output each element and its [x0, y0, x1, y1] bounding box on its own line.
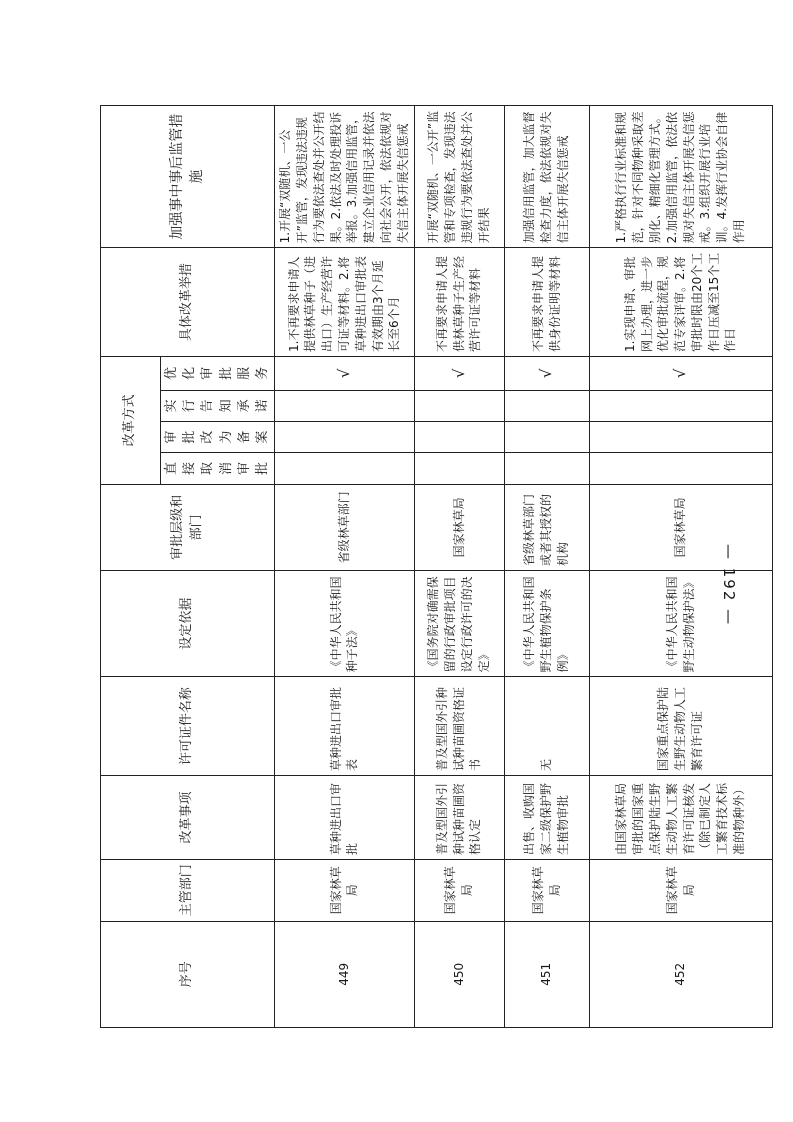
cell-basis: 《中华人民共和国野生植物保护条例》 [504, 570, 589, 676]
cell-license: 普及型国外引种试种苗圃资格证书 [414, 677, 504, 776]
cell-measures: 1.实现申请、审批网上办理，进一步优化审批流程，规范专家评审。2.将审批时限由20个工作日压减至15个工作日 [589, 248, 772, 357]
cell-license: 草种进出口审批表 [275, 677, 414, 776]
cell-method-commitment [504, 390, 589, 421]
cell-license: 国家重点保护陆生野生动物人工繁育许可证 [589, 677, 772, 776]
cell-method-cancel [504, 453, 589, 484]
cell-level: 省级林草部门 [275, 484, 414, 570]
cell-dept: 国家林草局 [504, 859, 589, 921]
cell-measures: 不再要求申请人提供身份证明等材料 [504, 248, 589, 357]
cell-supervision: 加强信用监管，加大监督检查力度，依法依规对失信主体开展失信惩戒 [504, 106, 589, 248]
header-method-cancel: 直接取消审批 [161, 453, 275, 484]
cell-seq: 452 [589, 921, 772, 1027]
header-method-optimize: 优化审批服务 [161, 357, 275, 391]
header-method-group: 改革方式 [101, 357, 161, 485]
header-supervision: 加强事中事后监管措施 [101, 106, 275, 248]
cell-method-cancel [275, 453, 414, 484]
table-row [275, 106, 414, 1028]
cell-supervision: 1.开展“双随机、一公开”监管，发现违法违规行为要依法查处并公开结果。2.依法及时处理投诉举报。3.加强信用监管，建立企业信用记录并依法向社会公开，依法依规对失信主体开展失信惩戒 [275, 106, 414, 248]
header-level: 审批层级和部门 [101, 484, 275, 570]
cell-seq: 450 [414, 921, 504, 1027]
cell-method-cancel [414, 453, 504, 484]
cell-dept: 国家林草局 [414, 859, 504, 921]
check-icon: √ [589, 357, 772, 391]
cell-level: 国家林草局 [414, 484, 504, 570]
cell-basis: 《中华人民共和国种子法》 [275, 570, 414, 676]
reform-table [100, 105, 773, 1028]
cell-measures: 1.不再要求申请人提供林草种子（进出口）生产经营许可证等材料。2.将草种进出口审批表有效期由3个月延长至6个月 [275, 248, 414, 357]
cell-method-cancel [589, 453, 772, 484]
cell-basis: 《国务院对确需保留的行政审批项目设定行政许可的决定》 [414, 570, 504, 676]
cell-method-commitment [589, 390, 772, 421]
cell-method-commitment [275, 390, 414, 421]
cell-seq: 449 [275, 921, 414, 1027]
cell-item: 草种进出口审批 [275, 775, 414, 859]
cell-seq: 451 [504, 921, 589, 1027]
cell-item: 由国家林草局审批的国家重点保护陆生野生动物人工繁育许可证核发（除已制定人工繁育技术标准的物种外） [589, 775, 772, 859]
header-dept: 主管部门 [101, 859, 275, 921]
cell-method-filing [414, 421, 504, 452]
page-number: — 192 — [720, 543, 738, 627]
header-license: 许可证件名称 [101, 677, 275, 776]
cell-dept: 国家林草局 [589, 859, 772, 921]
table-row [589, 106, 772, 1028]
table-row [504, 106, 589, 1028]
cell-level: 国家林草局 [589, 484, 772, 570]
cell-measures: 不再要求申请人提供林草种子生产经营许可证等材料 [414, 248, 504, 357]
header-basis: 设定依据 [101, 570, 275, 676]
check-icon: √ [275, 357, 414, 391]
header-measures: 具体改革举措 [101, 248, 275, 357]
cell-license: 无 [504, 677, 589, 776]
header-method-filing: 审批改为备案 [161, 421, 275, 452]
header-method-commitment: 实行告知承诺 [161, 390, 275, 421]
cell-method-commitment [414, 390, 504, 421]
check-icon: √ [504, 357, 589, 391]
cell-level: 省级林草部门或者其授权的机构 [504, 484, 589, 570]
cell-method-filing [504, 421, 589, 452]
cell-method-filing [589, 421, 772, 452]
cell-item: 出售、收购国家二级保护野生植物审批 [504, 775, 589, 859]
header-row-1 [101, 106, 161, 1028]
header-seq: 序号 [101, 921, 275, 1027]
check-icon: √ [414, 357, 504, 391]
table-row [414, 106, 504, 1028]
cell-supervision: 1.严格执行行业标准和规范，针对不同物种采取差别化、精细化管理方式。2.加强信用监管，依法依规对失信主体开展失信惩戒。3.组织开展行业培训。4.发挥行业协会自律作用 [589, 106, 772, 248]
cell-dept: 国家林草局 [275, 859, 414, 921]
cell-item: 普及型国外引种试种苗圃资格认定 [414, 775, 504, 859]
header-item: 改革事项 [101, 775, 275, 859]
cell-method-filing [275, 421, 414, 452]
cell-supervision: 开展“双随机、一公开”监管和专项检查，发现违法违规行为要依法查处并公开结果 [414, 106, 504, 248]
cell-basis: 《中华人民共和国野生动物保护法》 [589, 570, 772, 676]
